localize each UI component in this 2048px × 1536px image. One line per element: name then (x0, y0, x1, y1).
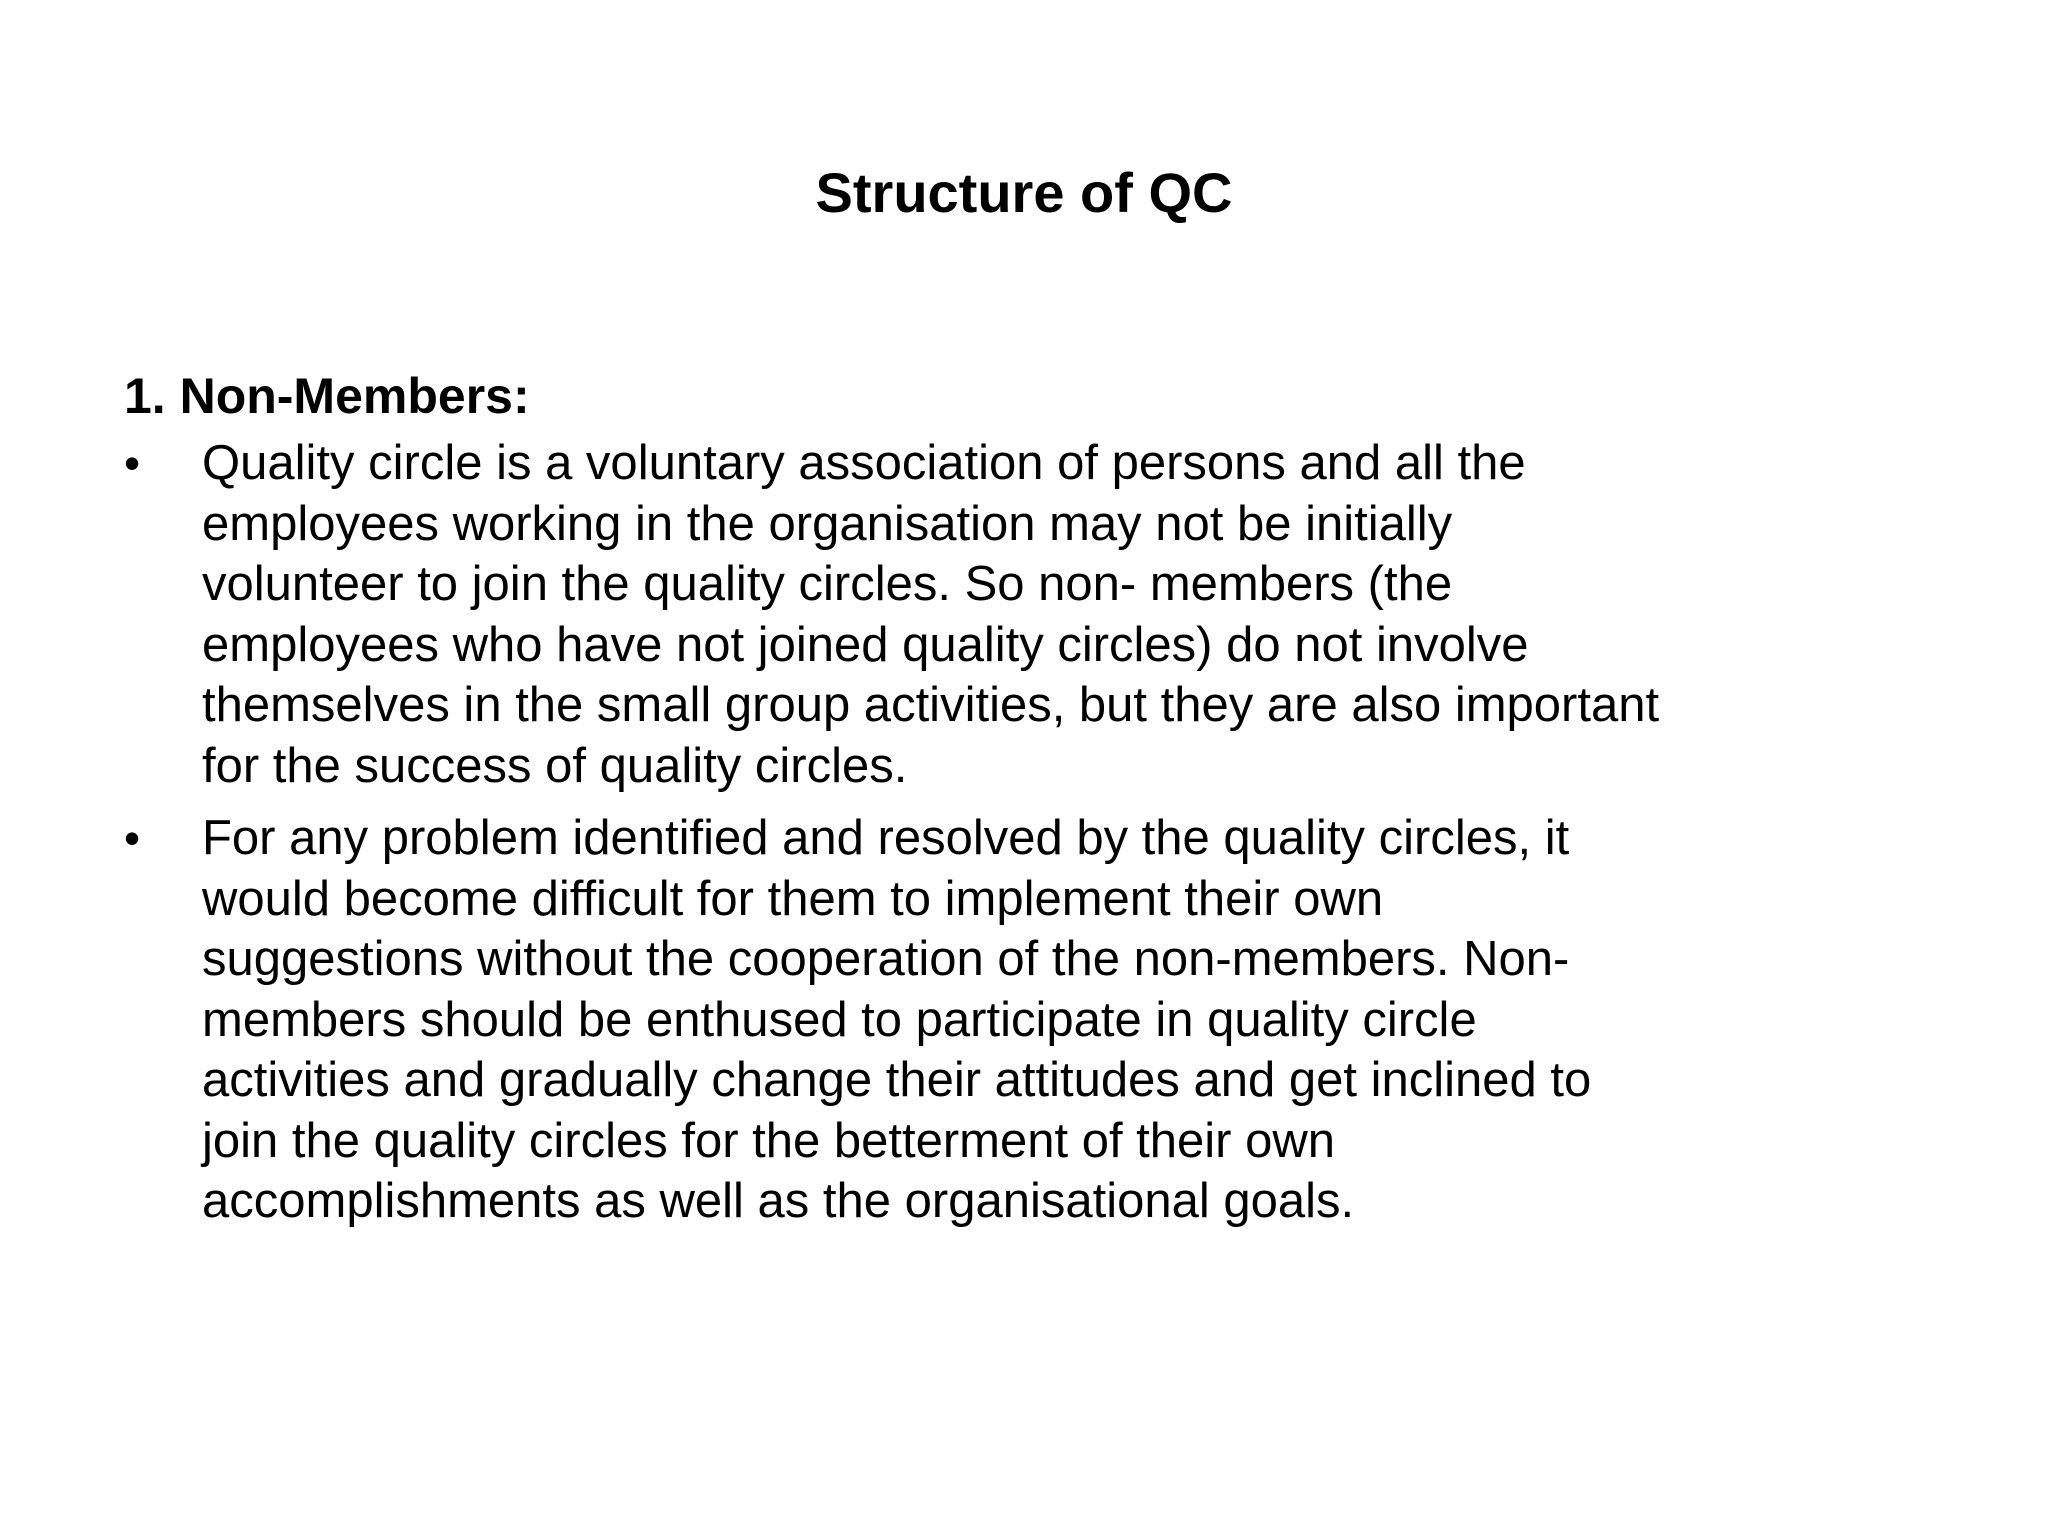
bullet-item-1 (124, 433, 1964, 796)
bullet-line: volunteer to join the quality circles. So non- members (the (202, 557, 1453, 611)
bullet-line: for the success of quality circles. (202, 738, 908, 793)
bullet-line: would become difficult for them to implement their own (202, 871, 1384, 926)
slide-content (124, 365, 1964, 1244)
bullet-line: suggestions without the cooperation of the non-members. Non- (202, 932, 1570, 986)
bullet-list (124, 433, 1964, 1232)
bullet-line: activities and gradually change their attitudes and get inclined to (202, 1053, 1592, 1107)
bullet-line: themselves in the small group activities, but they are also important (202, 678, 1660, 732)
bullet-item-2 (124, 808, 1964, 1232)
bullet-line: members should be enthused to participate in quality circle (202, 992, 1477, 1047)
bullet-icon: • (124, 437, 141, 489)
slide-title: Structure of QC (815, 161, 1233, 224)
bullet-line: accomplishments as well as the organisational goals. (202, 1174, 1355, 1228)
bullet-icon: • (124, 812, 141, 864)
bullet-line: employees working in the organisation may not be initially (202, 496, 1453, 551)
section-heading: 1. Non-Members: (124, 368, 530, 424)
bullet-line: employees who have not joined quality circles) do not involve (202, 617, 1529, 672)
bullet-line: Quality circle is a voluntary association of persons and all the (202, 436, 1526, 490)
bullet-line: join the quality circles for the betterment of their own (202, 1113, 1336, 1168)
bullet-line: For any problem identified and resolved by the quality circles, it (202, 811, 1570, 865)
